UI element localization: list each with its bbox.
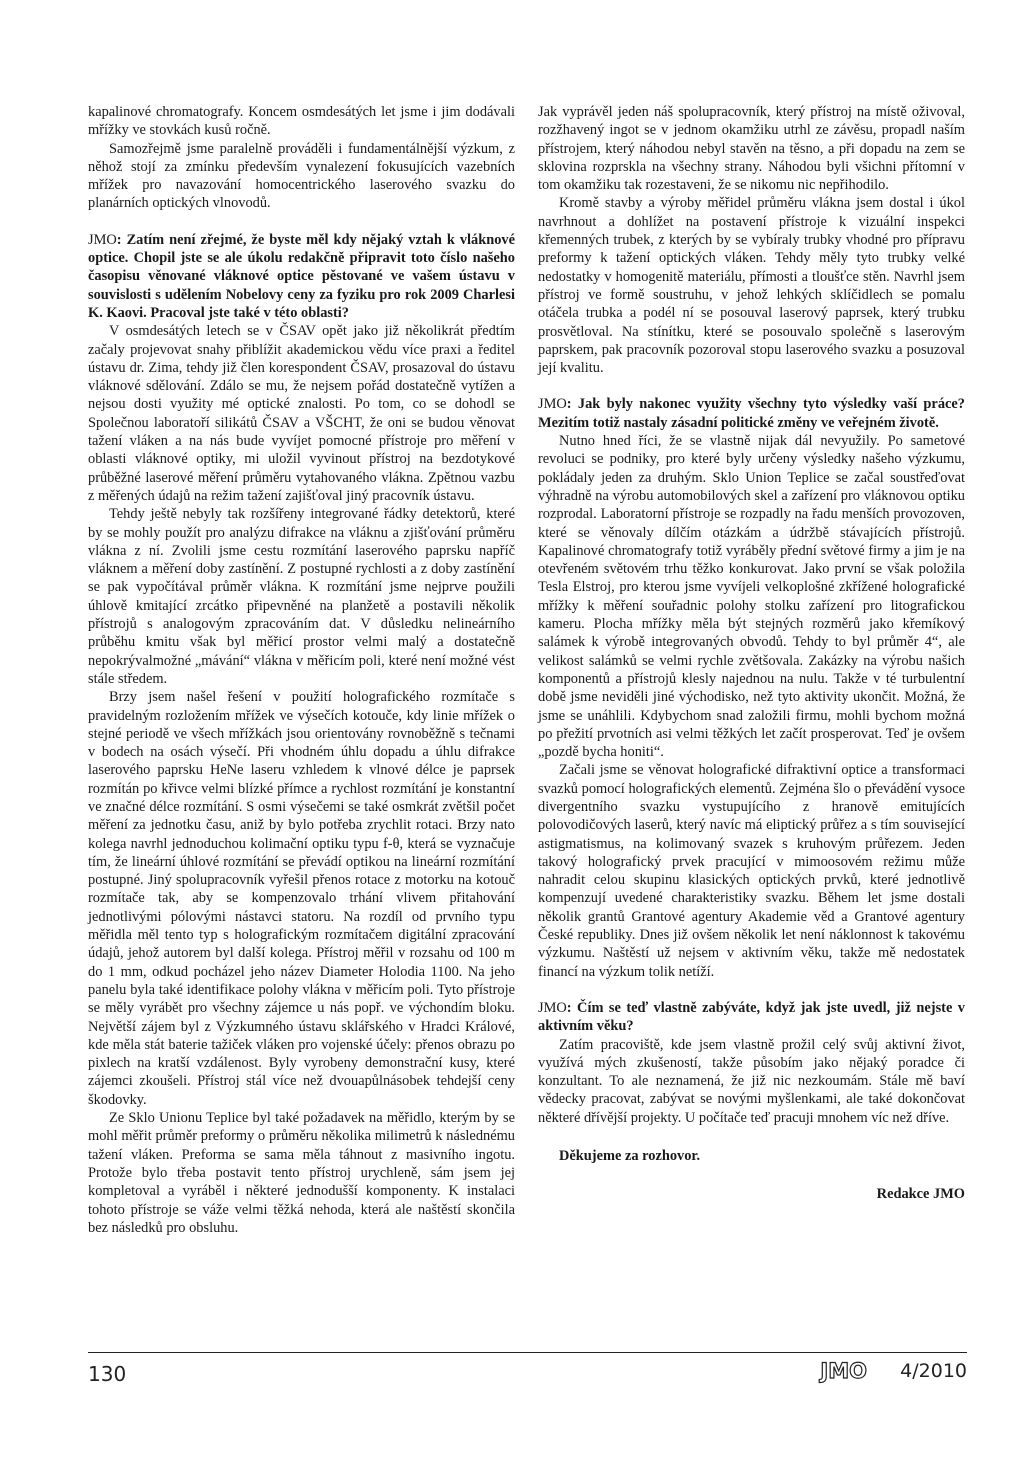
- paragraph: Ze Sklo Unionu Teplice byl také požadavek na měřidlo, kterým by se mohl měřit průměr preformy o průměru několika milimetrů k následnému tažení vláken. Preforma se sama měla táhnout z masivního ingotu. Protože bylo třeba postavit tento přístroj urychleně, sám jsem jej kompletoval a vyráběl i některé jednodušší komponenty. K instalaci tohoto přístroje se váže velmi těžká nehoda, která ale naštěstí skončila bez následků pro obsluhu.: [88, 1110, 515, 1236]
- page-number: 130: [88, 1362, 127, 1386]
- paragraph: Jak vyprávěl jeden náš spolupracovník, který přístroj na místě oživoval, rozžhavený ingot se v jednom okamžiku utrhl ze závěsu, propadl naším přístrojem, který náhodou nebyl stavěn na těsno, a při dopadu na zem se sklovina rozprskla na všechny strany. Náhodou byli všichni přítomní v tom okamžiku tak rozestaveni, že se nikomu nic nepřihodilo.: [538, 104, 965, 194]
- interview-question: [538, 999, 965, 1036]
- interview-question: [88, 231, 515, 322]
- question-text: : Čím se teď vlastně zabýváte, když jak jste uvedl, již nejste v aktivním věku?: [538, 999, 965, 1035]
- question-prefix: JMO: [538, 396, 567, 413]
- paragraph: Brzy jsem našel řešení v použití holografického rozmítače s pravidelným rozložením mřížek ve výsečích kotouče, kdy linie mřížek o stejné periodě ve všech mřížkách jsou orientovány rovnoběžně s tečnami v bodech na osách výsečí. Při vhodném úhlu dopadu a úhlu difrakce laserového paprsku HeNe laseru vzhledem k vlnové délce je paprsek rozmítán po křivce velmi blízké přímce a rychlost rozmítání je konstantní ve značné délce rozmítání. S osmi výsečemi se také osmkrát zvětšil počet měření za jednotku času, aniž by bylo potřeba zrychlit rotaci. Brzy nato kolega navrhl jednoduchou kolimační optiku typu f-θ, která se vyznačuje tím, že lineární úhlové rozmítání se převádí optikou na lineární rozmítání postupné. Jiný spolupracovník vyřešil přenos rotace z motorku na kotouč rozmítače tak, aby se kompenzovalo trhání vlivem přitahování jednotlivými pólovými nástavci statoru. Na rozdíl od prvního typu měřidla měl tento typ s holografickým rozmítačem digitální zpracování údajů, jehož autorem byl další kolega. Přístroj měřil v rozsahu od 100 m do 1 mm, odkud pocházel jeho název Diameter Holodia 1100. Na jeho panelu byla také identifikace polohy vlákna v měřicím poli. Tyto přístroje se měly vyrábět pro všechny zájemce u nás popř. ve výchondím bloku. Největší zájem byl z Výzkumného ústavu sklářského v Hradci Králové, kde měla stát baterie tažiček vláken pro vojenské účely: přenos obrazu po pixlech na kratší vzdálenost. Byly vyrobeny demonstrační kusy, které zájemci zkoušeli. Přístroj stál více než dvouapůlnásobek tehdejší ceny škodovky.: [88, 689, 515, 1108]
- paragraph: Zatím pracoviště, kde jsem vlastně prožil celý svůj aktivní život, využívá mých zkušeností, takže působím jako nějaký poradce či konzultant. To ale neznamená, že již nic nezkoumám. Stále mě baví vědecky pracovat, zabývat se novými myšlenkami, ale také dokončovat některé dřívější projekty. U počítače teď pracuji mnohem víc než dříve.: [538, 1036, 965, 1126]
- paragraph: V osmdesátých letech se v ČSAV opět jako již několikrát předtím začaly projevovat snahy přiblížit akademickou vědu více praxi a ředitel ústavu dr. Zima, tehdy již člen korespondent ČSAV, prosazoval do ústavu vláknové sdělování. Zdálo se mu, že nejsem pořád dostatečně vytížen a nejsou dosti využity mé optické znalosti. Po tom, co se dohodl se Společnou laboratoří silikátů ČSAV a VŠCHT, že oni se budou věnovat tažení vláken a na nás bude vyvíjet pomocné přístroje pro měření v oblasti vláknové optiky, mi uložil vyvinout přístroj na bezdotykové průběžné laserové měření průměru vytahovaného vlákna. Zpětnou vazbu z měřených údajů na režim tažení zajišťoval jiný pracovník ústavu.: [88, 323, 515, 504]
- question-text: : Zatím není zřejmé, že byste měl kdy nějaký vztah k vláknové optice. Chopil jste se ale úkolu redakčně připravit toto číslo našeho časopisu věnované vláknové optice pěstované ve vašem ústavu v souvislosti s udělením Nobelovy ceny za fyziku pro rok 2009 Charlesi K. Kaovi. Pracoval jste také v této oblasti?: [88, 231, 515, 321]
- right-column: [538, 103, 965, 1204]
- closing-thanks: Děkujeme za rozhovor.: [559, 1148, 701, 1165]
- signature: Redakce JMO: [876, 1186, 965, 1203]
- paragraph: Samozřejmě jsme paralelně prováděli i fundamentálnější výzkum, z něhož stojí za zmínku především vynalezení fokusujících vazebních mřížek pro navazování homocentrického laserového svazku do planárních optických vlnovodů.: [88, 140, 515, 212]
- question-prefix: JMO: [88, 231, 117, 248]
- question-text: : Jak byly nakonec využity všechny tyto výsledky vaší práce? Mezitím totiž nastaly zásadní politické změny ve veřejném životě.: [538, 396, 965, 431]
- journal-logo: JMO: [820, 1359, 867, 1383]
- paragraph: kapalinové chromatografy. Koncem osmdesátých let jsme i jim dodávali mřížky ve stovkách kusů ročně.: [88, 104, 515, 139]
- issue-number: 4/2010: [900, 1360, 967, 1382]
- paragraph: Nutno hned říci, že se vlastně nijak dál nevyužily. Po sametové revoluci se podniky, pro které byly určeny výsledky našeho výzkumu, pokládaly jeden za druhým. Sklo Union Teplice se začal soustřeďovat výhradně na výrobu automobilových skel a zařízení pro vláknovou optiku rozprodal. Laboratorní přístroje se rozpadly na řadu menších provozoven, které se věnovaly dílčím otázkám a údržbě stávajících přístrojů. Kapalinové chromatografy totiž vyráběly přední světové firmy a jim je na otevřeném světovém trhu těžko konkurovat. Jako první se však položila Tesla Elstroj, pro kterou jsme vyvíjeli velkoplošné zkřížené holografické mřížky k měření souřadnic polohy stolku zařízení pro litografickou kameru. Plocha mřížky měla být stejných rozměrů jako křemíkový salámek k výrobě integrovaných obvodů. Tehdy to byl průměr 4“, ale velikost salámků se velmi rychle zvětšovala. Zakázky na výrobu našich komponentů a přístrojů klesly najednou na nulu. Takže v té turbulentní době jsme neviděli jiné východisko, než tyto aktivity ukončit. Možná, že jsme se unáhlili. Kdybychom snad založili firmu, mohli bychom možná po přežití prvotních asi velmi těžkých let začít prosperovat. Teď je ovšem „pozdě bycha honiti“.: [538, 433, 965, 761]
- paragraph: Kromě stavby a výroby měřidel průměru vlákna jsem dostal i úkol navrhnout a dohlížet na postavení přístroje k vizuální inspekci křemenných trubek, z kterých by se vybíraly trubky vhodné pro přípravu preformy k tažení optických vláken. Tehdy měly tyto trubky velké nedostatky v homogenitě materiálu, přímosti a tloušťce stěn. Navrhl jsem přístroj ve formě soustruhu, v jehož lehkých sklíčidlech se pomalu otáčela trubka a podél ní se posouval laserový paprsek, který trubku prosvětloval. Na stínítku, které se posouvalo společně s laserovým paprskem, pak pracovník pozoroval stopu laserového svazku a posuzoval její kvalitu.: [538, 195, 965, 377]
- page-footer: [88, 1358, 967, 1388]
- paragraph: Tehdy ještě nebyly tak rozšířeny integrované řádky detektorů, které by se mohly použít pro analýzu difrakce na vláknu a zjišťování průměru vlákna z ní. Zvolili jsme cestu rozmítání laserového paprsku napříč vláknem a měření doby zastínění. Z postupné rychlosti a z doby zastínění se pak vypočítával průměr vlákna. K rozmítání jsme nejprve použili úhlově kmitající zrcátko připevněné na planžetě a postavili několik přístrojů s analogovým zpracováním dat. V důsledku nelineárního průběhu kmitu však byl měřicí prostor velmi malý a dostatečně nepokrývalmožné „mávání“ vlákna v měřicím poli, které není možné vést stále středem.: [88, 506, 515, 687]
- paragraph: Začali jsme se věnovat holografické difraktivní optice a transformaci svazků pomocí holografických elementů. Zejména šlo o převádění vysoce divergentního svazku vystupujícího z hranově emitujících polovodičových laserů, který navíc má eliptický průřez a s tím související astigmatismus, na kolimovaný svazek s kruhovým průřezem. Jeden takový holografický prvek pracující v mimoosovém režimu může nahradit celou skupinu klasických optických prvků, které jednotlivě kompenzují uvedené charakteristiky svazku. Během let jsme dostali několik grantů Grantové agentury Akademie věd a Grantové agentury České republiky. Dnes již ovšem několik let není náklonnost k takovému výzkumu. Naštěstí už nejsem v aktivním věku, takže mě nedostatek financí na výzkum tolik netíží.: [538, 762, 965, 980]
- question-prefix: JMO: [538, 999, 567, 1016]
- footer-rule: [88, 1352, 967, 1353]
- left-column: [88, 103, 515, 1237]
- interview-question: [538, 395, 965, 432]
